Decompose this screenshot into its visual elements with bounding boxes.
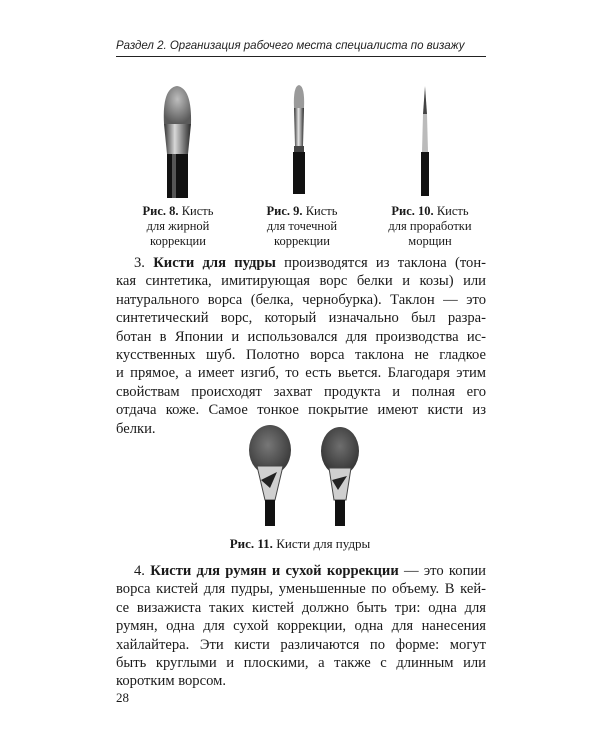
figure-8-brush-image	[150, 80, 205, 198]
text-line: натурального ворса (белка, чернобурка). Таклон — это	[116, 291, 486, 308]
running-header: Раздел 2. Организация рабочего места специалиста по визажу	[116, 40, 486, 57]
text-line: синтетический ворс, который изначально был разра-	[116, 310, 486, 327]
text-line: ворса кистей для пудры, уменьшенные по объему. В кей-	[116, 581, 486, 598]
text-line: кая синтетика, имитирующая ворс белки и козы) или	[116, 273, 486, 290]
text-line: кусственных шуб. Полотно ворса таклона не гладкое	[116, 346, 486, 363]
text-line: быть круглыми и плоскими, а также с длинным или	[116, 654, 486, 671]
text-line: ботан в Японии и использовался для производства ис-	[116, 328, 486, 345]
text-line: 4. Кисти для румян и сухой коррекции — это копии	[134, 563, 486, 579]
text-line: румян, одна для сухой коррекции, одна для нанесения	[116, 618, 486, 635]
text-line: хайлайтера. Эти кисти различаются по форме: могут	[116, 636, 486, 653]
text-line: 3. Кисти для пудры производятся из таклона (тон-	[134, 255, 486, 271]
figure-9-brush-image	[284, 82, 314, 194]
text-line: и прямое, а имеет изгиб, то есть вьется. Благодаря этим	[116, 365, 486, 382]
text-line: белки.	[116, 420, 156, 437]
figure-10-caption: Рис. 10. Кисть для проработки морщин	[388, 204, 472, 248]
figure-11-caption: Рис. 11. Кисти для пудры	[229, 536, 371, 551]
text-line: се визажиста таких кистей должно быть три: одна для	[116, 599, 486, 616]
figure-11-brush-left-image	[244, 422, 296, 526]
figure-9-caption: Рис. 9. Кисть для точечной коррекции	[266, 204, 338, 248]
paragraph-powder-brushes	[116, 254, 486, 438]
text-line: свойствам происходят захват продукта и полная его	[116, 383, 486, 400]
text-line: отдача коже. Самое тонкое покрытие имеют кисти из	[116, 402, 486, 419]
text-line: коротким ворсом.	[116, 673, 226, 690]
figure-11-brush-right-image	[316, 424, 364, 526]
paragraph-blush-brushes	[116, 562, 486, 691]
page-number: 28	[116, 690, 129, 705]
figure-8-caption: Рис. 8. Кисть для жирной коррекции	[142, 204, 214, 248]
figure-10-brush-image	[412, 84, 438, 196]
